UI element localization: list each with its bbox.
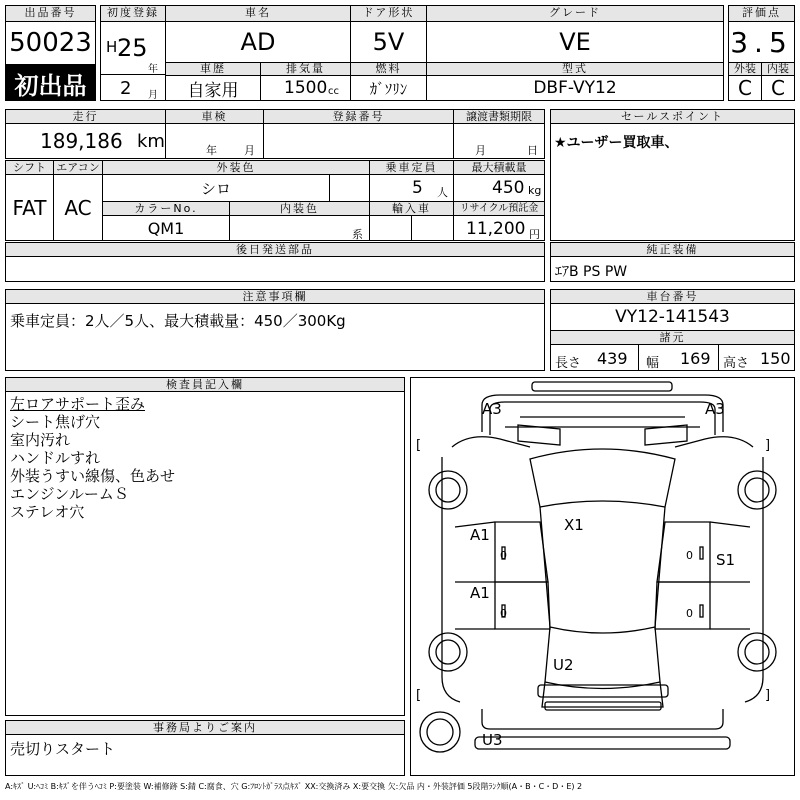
recycle-deposit: 11,200: [466, 219, 526, 239]
import-label: 輸入車: [369, 201, 454, 216]
max-load: 450: [492, 178, 525, 198]
mark-bracket-right-2: ]: [765, 688, 771, 703]
displacement: 1500: [284, 78, 328, 98]
transfer-day-unit: 日: [527, 144, 538, 157]
notes-text: 乗車定員：2人／5人、最大積載量：450／300Kg: [10, 312, 346, 330]
model: DBF-VY12: [533, 78, 617, 98]
inspector-note: 外装うすい線傷、色あせ: [10, 467, 176, 485]
mark-zero-4: 0: [686, 607, 693, 620]
transfer-deadline-label: 譲渡書類期限: [453, 109, 545, 124]
mark-a3-right: A3: [705, 400, 725, 418]
exterior-label: 外装: [728, 62, 762, 76]
mark-zero-3: 0: [500, 607, 507, 620]
sales-point-label: セールスポイント: [550, 109, 795, 124]
import-box-b: [411, 215, 454, 241]
legend-text: A:ｷｽﾞ U:ﾍｺﾐ B:ｷｽﾞを伴うﾍｺﾐ P:要塗装 W:補修跡 S:錆 C:腐食、穴 G:ﾌﾛﾝﾄｶﾞﾗｽ点ｷｽﾞ XX:交換済み X:要交換 欠:欠品 内・外装評価 5段階ﾗﾝｸ順(A・B・C・D・E) 2: [5, 782, 583, 791]
mark-bracket-right-1: ]: [765, 438, 771, 453]
month-unit: 月: [148, 90, 158, 101]
mark-zero-2: 0: [686, 549, 693, 562]
mileage-unit: km: [137, 131, 165, 152]
dimensions-label: 諸元: [550, 330, 795, 345]
aircon: AC: [64, 195, 92, 220]
capacity-label: 乗車定員: [369, 160, 454, 175]
plate-number-label: 登録番号: [263, 109, 454, 124]
dimension-divider-2: [718, 344, 719, 371]
exterior-color-label: 外装色: [102, 160, 370, 175]
length-value: 439: [597, 349, 628, 368]
mark-a1-top: A1: [470, 526, 490, 544]
width-value: 169: [680, 349, 711, 368]
vehicle-diagram: [410, 377, 795, 776]
exterior-color: シロ: [200, 179, 231, 198]
import-box-a: [369, 215, 412, 241]
grade: VE: [559, 28, 591, 56]
mark-u3: U3: [482, 731, 503, 749]
plate-number-box: [263, 123, 454, 159]
era-letter: H: [106, 38, 118, 56]
door-type-label: ドア形状: [350, 5, 427, 22]
max-load-label: 最大積載量: [453, 160, 545, 175]
office-notice-label: 事務局よりご案内: [5, 720, 405, 735]
model-label: 型式: [426, 62, 724, 76]
capacity-unit: 人: [437, 186, 448, 199]
aircon-label: エアコン: [53, 160, 103, 175]
inspector-notes-list: [10, 395, 175, 521]
height-label: 高さ: [723, 356, 750, 371]
max-load-unit: kg: [528, 184, 542, 197]
car-name-label: 車名: [165, 5, 351, 22]
mileage: 189,186: [40, 129, 123, 153]
equipment-label: 純正装備: [550, 242, 795, 257]
inspector-notes-label: 検査員記入欄: [5, 377, 405, 392]
fuel: ｶﾞｿﾘﾝ: [369, 79, 408, 98]
inspector-note: ステレオ穴: [10, 503, 85, 521]
mark-zero-1: 0: [500, 549, 507, 562]
mark-x1: X1: [564, 516, 584, 534]
office-notice-text: 売切りスタート: [10, 740, 116, 758]
chassis-number-label: 車台番号: [550, 289, 795, 304]
mark-a3-left: A3: [482, 400, 502, 418]
color-number-label: カラーNo.: [102, 201, 230, 216]
recycle-deposit-label: リサイクル預託金: [453, 201, 545, 216]
shift: FAT: [12, 195, 47, 220]
lot-number-label: 出品番号: [5, 5, 96, 22]
dimension-divider-1: [638, 344, 639, 371]
interior-color-box: [229, 215, 370, 241]
mileage-label: 走行: [5, 109, 166, 124]
history: 自家用: [187, 80, 239, 101]
car-name: AD: [240, 28, 276, 56]
score-label: 評価点: [728, 5, 795, 22]
year-unit: 年: [148, 64, 158, 75]
displacement-unit: cc: [328, 86, 339, 97]
mark-a1-bottom: A1: [470, 584, 490, 602]
door-type: 5V: [372, 28, 405, 56]
first-registration-label: 初度登録: [100, 5, 166, 22]
inspection-label: 車検: [165, 109, 264, 124]
exterior-color-extra-box: [329, 174, 370, 202]
sales-point-text: ★ユーザー買取車、: [554, 135, 679, 151]
mark-bracket-left-2: [: [416, 688, 422, 703]
interior-color-label: 内装色: [229, 201, 370, 216]
interior-color-unit: 系: [352, 228, 363, 241]
inspection-year-unit: 年: [206, 144, 217, 157]
first-listing-badge: 初出品: [5, 65, 96, 101]
inspector-note: シート焦げ穴: [10, 413, 101, 431]
history-label: 車歴: [165, 62, 261, 76]
exterior-grade: C: [738, 76, 752, 100]
capacity: 5: [412, 178, 423, 198]
grade-label: グレード: [426, 5, 724, 22]
length-label: 長さ: [555, 356, 582, 371]
mark-s1: S1: [716, 551, 736, 569]
fuel-label: 燃料: [350, 62, 427, 76]
mark-bracket-left-1: [: [416, 438, 422, 453]
inspector-note: エンジンルームＳ: [10, 485, 129, 503]
inspector-note: 室内汚れ: [10, 431, 71, 449]
later-parts-box: [5, 256, 545, 282]
mark-u2: U2: [553, 656, 574, 674]
shift-label: シフト: [5, 160, 54, 175]
interior-grade: C: [771, 76, 785, 100]
width-label: 幅: [646, 356, 660, 371]
displacement-label: 排気量: [260, 62, 351, 76]
color-number: QM1: [147, 218, 185, 238]
height-value: 150: [760, 349, 791, 368]
lot-number: 50023: [9, 28, 92, 58]
later-parts-label: 後日発送部品: [5, 242, 545, 257]
chassis-number: VY12-141543: [615, 307, 730, 327]
equipment-text: ｴｱB PS PW: [555, 264, 628, 280]
transfer-month-unit: 月: [475, 144, 486, 157]
inspection-month-unit: 月: [244, 144, 255, 157]
inspector-note: ハンドルすれ: [10, 449, 101, 467]
inspector-note: 左ロアサポート歪み: [10, 395, 146, 413]
notes-label: 注意事項欄: [5, 289, 545, 304]
interior-label: 内装: [761, 62, 795, 76]
recycle-deposit-unit: 円: [529, 228, 540, 241]
dimensions-box: [550, 344, 795, 371]
score: 3.5: [730, 25, 793, 59]
registration-year: 25: [117, 34, 148, 62]
registration-month: 2: [120, 78, 132, 99]
